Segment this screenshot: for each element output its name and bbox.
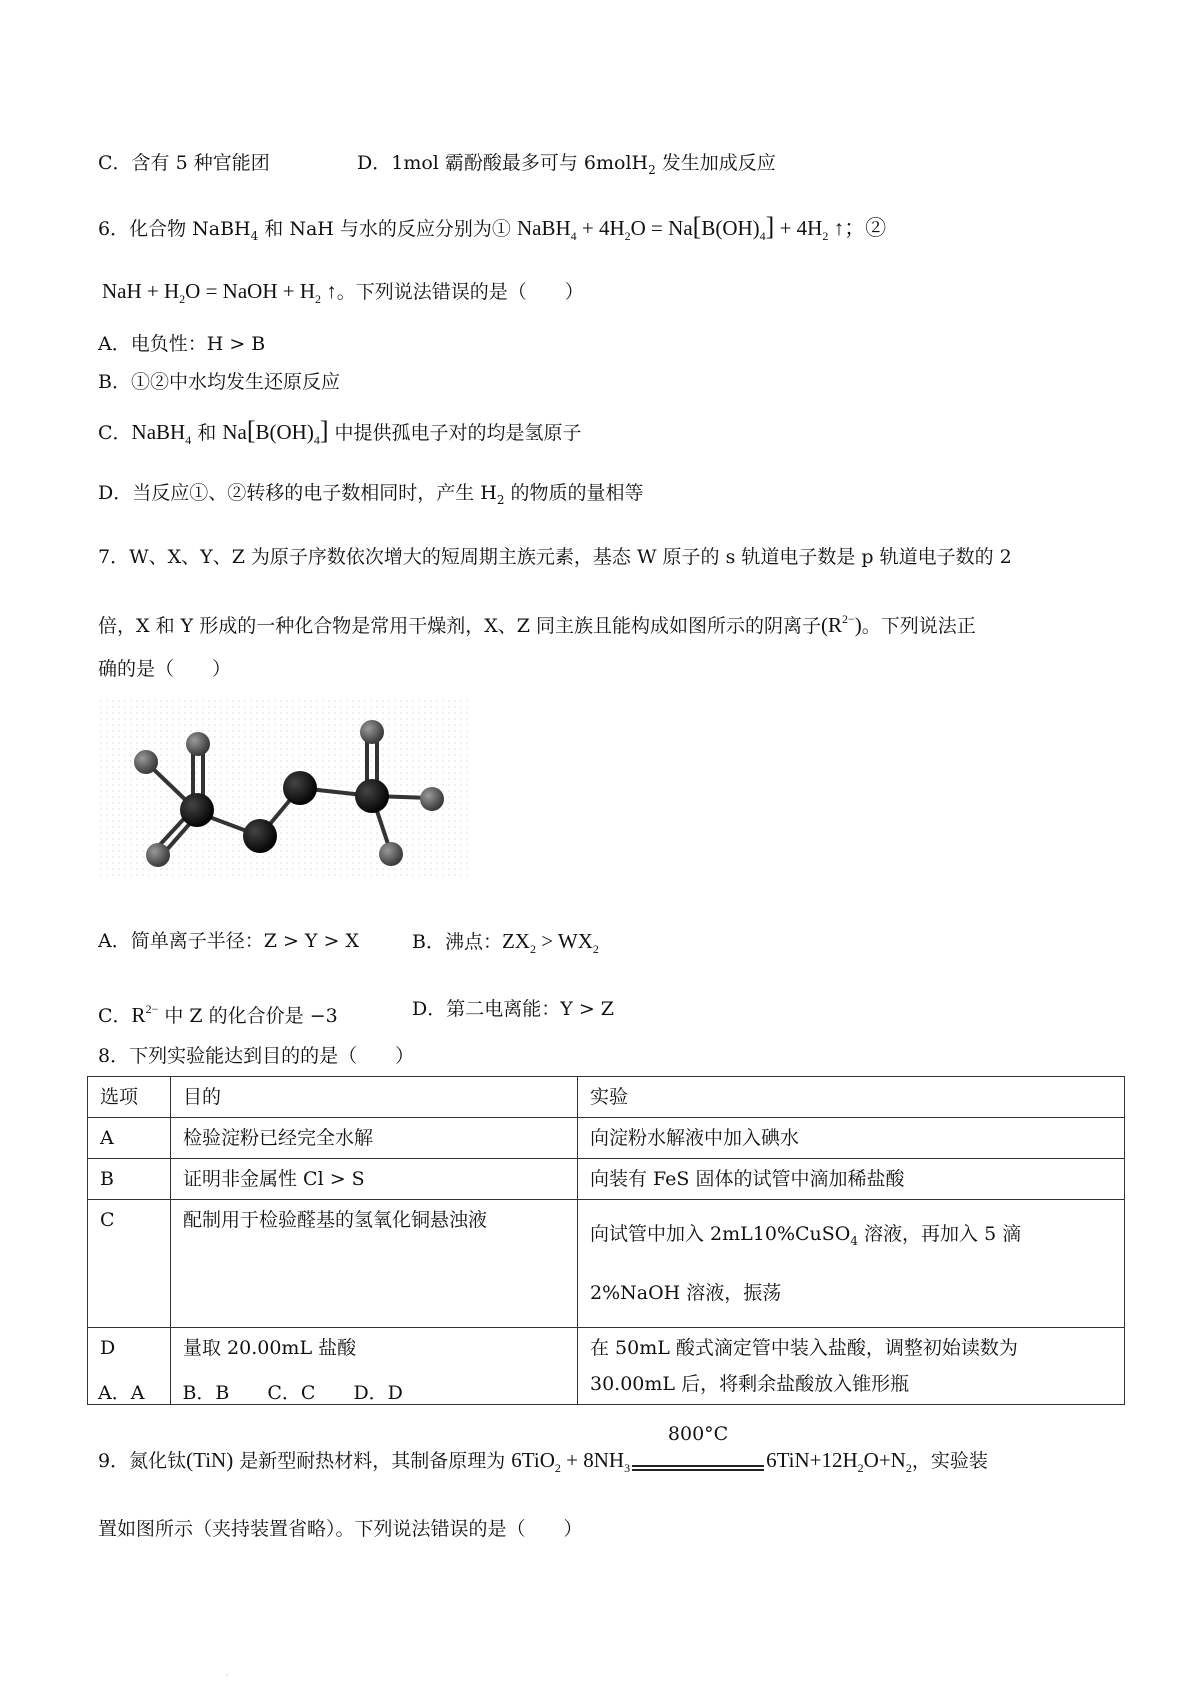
table-row: D 量取 20.00mL 盐酸 在 50mL 酸式滴定管中装入盐酸，调整初始读数为 30.00mL 后，将剩余盐酸放入锥形瓶 [88, 1328, 1125, 1405]
q7-option-b: B．沸点：$ZX_2 > WX_2$ [412, 929, 599, 956]
experiment-table [87, 1076, 1125, 1405]
atom-z-4 [355, 779, 389, 813]
q7-stem-line3: 确的是（ ） [98, 658, 232, 680]
q6-option-d: D．当反应①、②转移的电子数相同时，产生 $H_2$ 的物质的量相等 [98, 482, 644, 507]
atom-z-3 [283, 771, 317, 805]
q6-stem-line2: NaH + $H_2O$ = NaOH + $H_2$ ↑。下列说法错误的是（ ） [102, 279, 584, 306]
q5-option-c: C．含有 5 种官能团 [98, 152, 270, 174]
q7-option-d: D．第二电离能：Y > Z [412, 998, 614, 1020]
q6-option-a: A．电负性：H > B [98, 333, 266, 355]
q7-option-c: C．$R^{2-}$ 中 Z 的化合价是 −3 [98, 1002, 338, 1027]
footer-mark: · [226, 1671, 229, 1680]
q6-option-b: B．①②中水均发生还原反应 [98, 371, 340, 393]
atom-z-1 [180, 793, 214, 827]
q8-answer-options: A．A B．B C．C D．D [98, 1382, 403, 1404]
q6-stem-line1: 6．化合物 NaBH$_4$ 和 NaH 与水的反应分别为① NaBH$_4$ + $4H_2O = Na[B(OH)_4] + 4H_2$ ↑；② [98, 212, 887, 243]
anion-label: $(R^{2-})$ [820, 612, 862, 637]
q6-equation-1: NaBH$_4$ + $4H_2O = Na[B(OH)_4] + 4H_2$ ↑；② [516, 212, 887, 243]
header-option: 选项 [88, 1077, 171, 1118]
atom-x-1 [134, 750, 158, 774]
header-goal: 目的 [171, 1077, 578, 1118]
q9-stem-line1: 9．氮化钛(TiN) 是新型耐热材料，其制备原理为 $6TiO_2 + 8NH_3$ 800°C $6TiN+12H_2O+N_2$，实验装 [98, 1423, 988, 1475]
atom-x-2 [186, 732, 210, 756]
q5-option-d: D．1mol 霸酚酸最多可与 6molH$_2$ 发生加成反应 [357, 152, 776, 177]
table-row: B 证明非金属性 Cl > S 向装有 FeS 固体的试管中滴加稀盐酸 [88, 1159, 1125, 1200]
atom-x-3 [146, 843, 170, 867]
table-row: A 检验淀粉已经完全水解 向淀粉水解液中加入碘水 [88, 1118, 1125, 1159]
q7-stem-line2: 倍，X 和 Y 形成的一种化合物是常用干燥剂，X、Z 同主族且能构成如图所示的阴离子$(R^{2-})$。下列说法正 [98, 612, 976, 637]
atom-x-5 [420, 787, 444, 811]
atom-x-6 [379, 842, 403, 866]
atom-x-4 [360, 720, 384, 744]
table-row: C 配制用于检验醛基的氢氧化铜悬浊液 向试管中加入 2mL10%CuSO$_4$ 溶液，再加入 5 滴 2%NaOH 溶液，振荡 [88, 1200, 1125, 1328]
header-experiment: 实验 [578, 1077, 1125, 1118]
q9-stem-line2: 置如图所示（夹持装置省略）。下列说法错误的是（ ） [98, 1518, 583, 1540]
reaction-condition-arrow: 800°C [630, 1449, 766, 1475]
table-header-row [88, 1077, 1125, 1118]
q8-stem: 8．下列实验能达到目的的是（ ） [98, 1045, 415, 1067]
q6-equation-2: NaH + $H_2O$ = NaOH + $H_2$ ↑ [102, 279, 337, 306]
q7-stem-line1: 7．W、X、Y、Z 为原子序数依次增大的短周期主族元素，基态 W 原子的 s 轨道电子数是 p 轨道电子数的 2 [98, 546, 1012, 568]
anion-structure-figure [100, 700, 470, 880]
q7-option-a: A．简单离子半径：Z > Y > X [98, 930, 359, 952]
q6-option-c: C．NaBH$_4$ 和 $Na[B(OH)_4]$ 中提供孤电子对的均是氢原子 [98, 416, 582, 447]
atom-z-2 [243, 819, 277, 853]
